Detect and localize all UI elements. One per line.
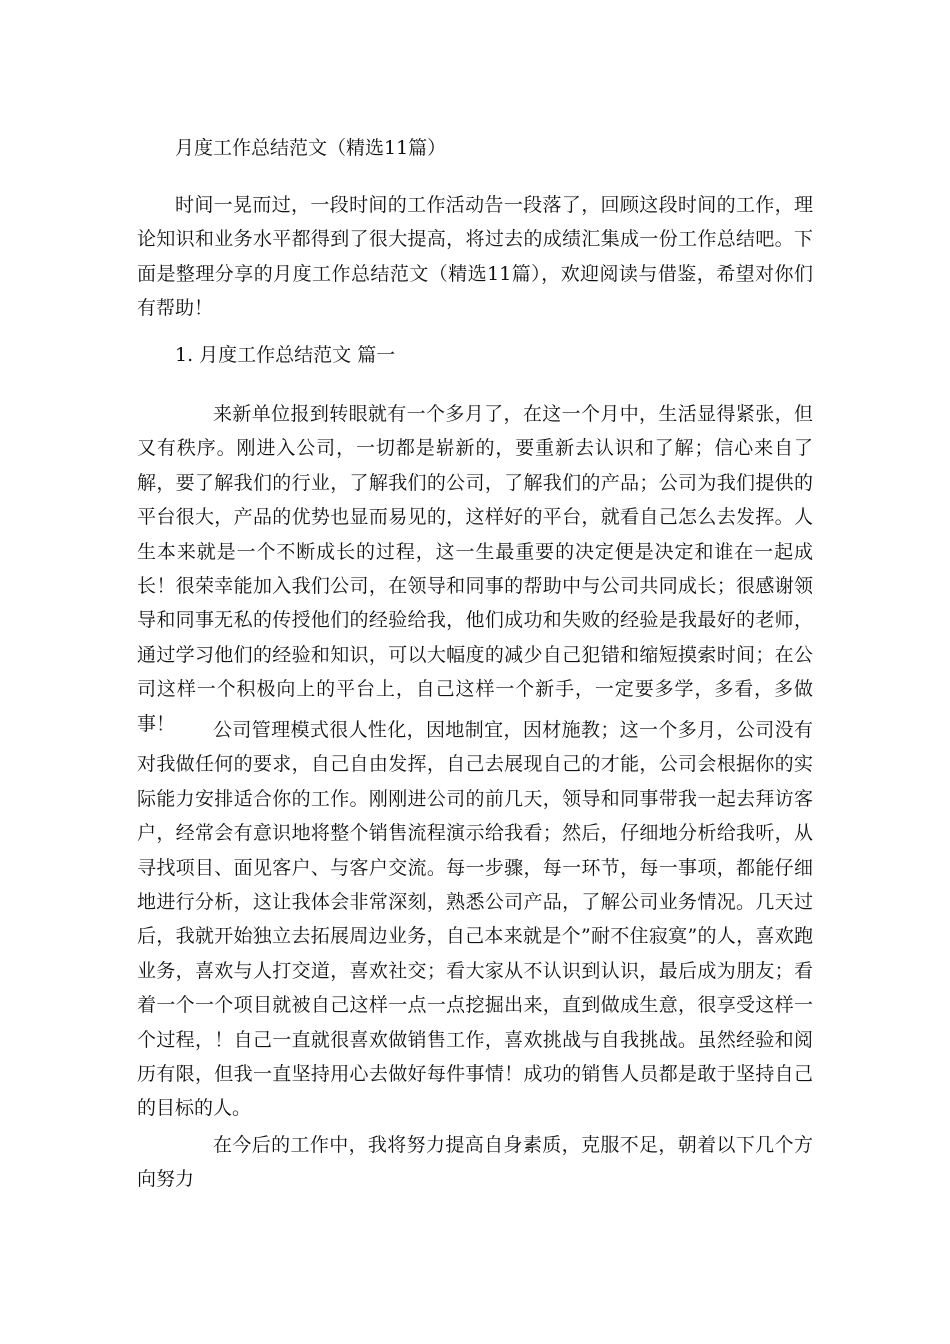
document-title: 月度工作总结范文（精选11篇） [175,137,447,159]
section-heading: 1. 月度工作总结范文 篇一 [175,344,396,366]
body-paragraph-3: 在今后的工作中，我将努力提高自身素质，克服不足，朝着以下几个方向努力 [137,1134,813,1191]
body-paragraph-2: 公司管理模式很人性化，因地制宜，因材施教；这一个多月，公司没有对我做任何的要求，自己自由发挥，自己去展现自己的才能，公司会根据你的实际能力安排适合你的工作。刚刚进公司的前几天，领导和同事带我一起去拜访客户，经常会有意识地将整个销售流程演示给我看；然后，仔细地分析给我听，从寻找项目、面见客户、与客户交流。每一步骤，每一环节，每一事项，都能仔细地进行分析，这让我体会非常深刻，熟悉公司产品，了解公司业务情况。几天过后，我就开始独立去拓展周边业务，自己本来就是个”耐不住寂寞”的人，喜欢跑业务，喜欢与人打交道，喜欢社交；看大家从不认识到认识，最后成为朋友；看着一个一个项目就被自己这样一点一点挖掘出来，直到做成生意，很享受这样一个过程，！自己一直就很喜欢做销售工作，喜欢挑战与自我挑战。虽然经验和阅历有限，但我一直坚持用心去做好每件事情！成功的销售人员都是敢于坚持自己的目标的人。 [137,719,813,1120]
intro-paragraph: 时间一晃而过，一段时间的工作活动告一段落了，回顾这段时间的工作，理论知识和业务水平都得到了很大提高，将过去的成绩汇集成一份工作总结吧。下面是整理分享的月度工作总结范文（精选11篇），欢迎阅读与借鉴，希望对你们有帮助！ [137,194,813,320]
body-paragraph-1: 来新单位报到转眼就有一个多月了，在这一个月中，生活显得紧张，但又有秩序。刚进入公司，一切都是崭新的，要重新去认识和了解；信心来自了解，要了解我们的行业，了解我们的公司，了解我们的产品；公司为我们提供的平台很大，产品的优势也显而易见的，这样好的平台，就看自己怎么去发挥。人生本来就是一个不断成长的过程，这一生最重要的决定便是决定和谁在一起成长！很荣幸能加入我们公司，在领导和同事的帮助中与公司共同成长；很感谢领导和同事无私的传授他们的经验给我，他们成功和失败的经验是我最好的老师，通过学习他们的经验和知识，可以大幅度的减少自己犯错和缩短摸索时间；在公司这样一个积极向上的平台上，自己这样一个新手，一定要多学，多看，多做事！ [137,403,813,735]
